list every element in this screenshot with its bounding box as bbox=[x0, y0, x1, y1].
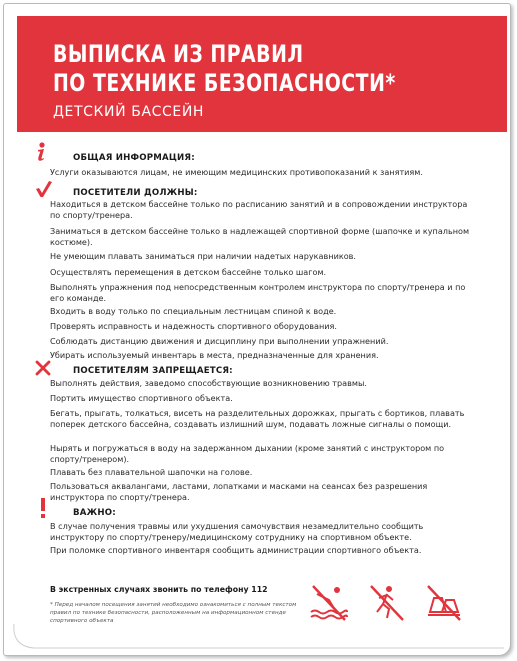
forbidden-item: Выполнять действия, заведомо способствующие возникновению травмы. bbox=[50, 378, 367, 388]
important-item: В случае получения травмы или ухудшения самочувствия незамедлительно сообщить инструктору по спорту/тренеру/медицинскому сотруднику на спортивном объекте. bbox=[50, 521, 424, 542]
no-flippers-icon bbox=[424, 582, 464, 622]
must-item: Не умеющим плавать заниматься при наличии надетых нарукавников. bbox=[50, 251, 357, 261]
must-item: Соблюдать дистанцию движения и дисциплину при выполнении упражнений. bbox=[50, 336, 389, 346]
forbidden-item: Портить имущество спортивного объекта. bbox=[50, 393, 233, 403]
no-running-icon bbox=[367, 582, 407, 622]
footnote: * Перед началом посещения занятий необходимо ознакомиться с полным текстом правил по технике безопасности, расположенным на информационном стенде спортивного объекта bbox=[50, 602, 297, 624]
forbidden-item: Нырять и погружаться в воду на задержанном дыхании (кроме занятий с инструктором по спорту/тренером). bbox=[50, 443, 445, 464]
must-item: Заниматься в детском бассейне только в надлежащей спортивной форме (шапочке и купальном костюме). bbox=[50, 226, 470, 247]
important-heading: ВАЖНО: bbox=[73, 508, 116, 518]
forbidden-item: Пользоваться аквалангами, ластами, лопатками и масками на сеансах без разрешения инструктора по спорту/тренера. bbox=[50, 481, 428, 502]
must-item: Находиться в детском бассейне только по расписанию занятий и в сопровождении инструктора по спорту/тренера. bbox=[50, 199, 468, 220]
general-heading: ОБЩАЯ ИНФОРМАЦИЯ: bbox=[73, 153, 195, 163]
forbidden-item: Бегать, прыгать, толкаться, висеть на разделительных дорожках, прыгать с бортиков, плавать поперек детского бассейна, создавать излишний шум, подавать ложные сигналы о помощи. bbox=[50, 408, 465, 429]
must-item: Убирать используемый инвентарь в места, предназначенные для хранения. bbox=[50, 350, 379, 360]
general-item: Услуги оказываются лицам, не имеющим медицинских противопоказаний к занятиям. bbox=[50, 167, 423, 177]
title-line-1: ВЫПИСКА ИЗ ПРАВИЛ bbox=[53, 40, 304, 68]
must-item: Осуществлять перемещения в детском бассейне только шагом. bbox=[50, 267, 327, 277]
title-line-2: ПО ТЕХНИКЕ БЕЗОПАСНОСТИ* bbox=[53, 69, 396, 97]
must-item: Входить в воду только по специальным лестницам спиной к воде. bbox=[50, 306, 337, 316]
subtitle: ДЕТСКИЙ БАССЕЙН bbox=[53, 104, 205, 120]
rules-sheet bbox=[3, 3, 511, 656]
info-icon bbox=[34, 142, 48, 166]
forbidden-heading: ПОСЕТИТЕЛЯМ ЗАПРЕЩАЕТСЯ: bbox=[73, 366, 233, 376]
must-item: Проверять исправность и надежность спортивного оборудования. bbox=[50, 321, 338, 331]
header-banner bbox=[17, 16, 507, 132]
forbidden-item: Плавать без плавательной шапочки на голове. bbox=[50, 467, 253, 477]
must-item: Выполнять упражнения под непосредственным контролем инструктора по спорту/тренера и по его команде. bbox=[50, 282, 466, 303]
important-item: При поломке спортивного инвентаря сообщить администрации спортивного объекта. bbox=[50, 545, 422, 555]
cross-icon bbox=[35, 360, 51, 380]
footer-curve bbox=[4, 624, 510, 655]
must-heading: ПОСЕТИТЕЛИ ДОЛЖНЫ: bbox=[73, 188, 198, 198]
emergency-phone: В экстренных случаях звонить по телефону 112 bbox=[50, 585, 268, 594]
exclamation-icon bbox=[39, 498, 47, 522]
no-diving-icon bbox=[309, 582, 349, 622]
